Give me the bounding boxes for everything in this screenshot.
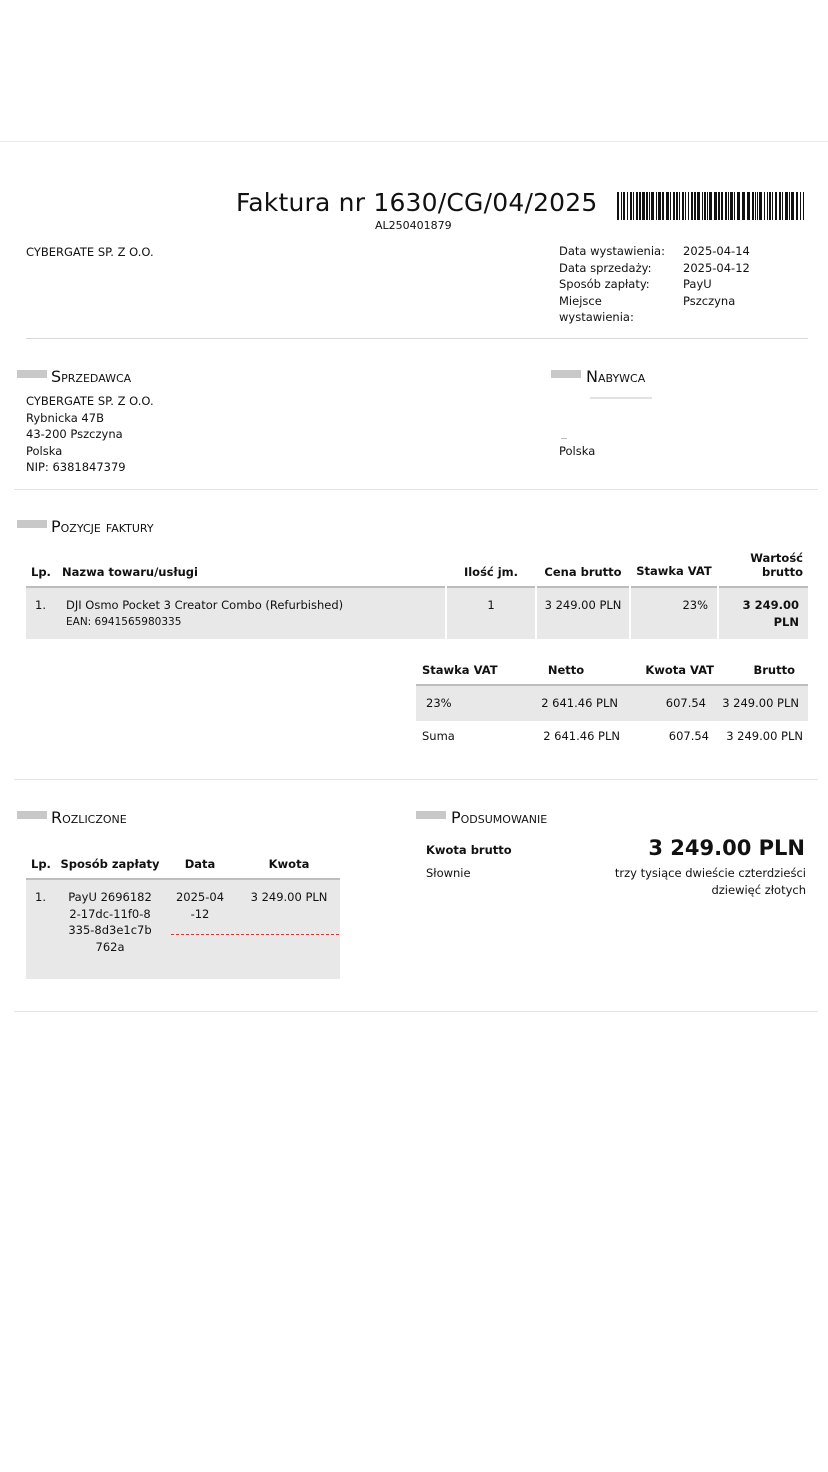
vat-summary-table bbox=[416, 659, 808, 751]
top-divider bbox=[0, 141, 828, 142]
gross-label: Kwota brutto bbox=[426, 843, 512, 857]
item-name: DJI Osmo Pocket 3 Creator Combo (Refurbished) bbox=[66, 598, 344, 612]
col-header: Netto bbox=[547, 663, 585, 677]
cell-amount: 3 249.00 PLN bbox=[250, 890, 328, 904]
cell-name bbox=[56, 587, 446, 639]
redacted-text bbox=[561, 438, 567, 439]
divider bbox=[14, 1011, 818, 1012]
meta-value: Pszczyna bbox=[683, 293, 736, 308]
col-header: Lp. bbox=[31, 565, 51, 579]
issuer-name: CYBERGATE SP. Z O.O. bbox=[26, 245, 154, 259]
table-row bbox=[416, 685, 808, 721]
meta-value: 2025-04-14 bbox=[683, 244, 750, 258]
invoice-meta bbox=[559, 243, 809, 326]
items-heading: Pozycje faktury bbox=[51, 517, 154, 536]
divider bbox=[14, 489, 818, 490]
section-marker bbox=[17, 370, 47, 378]
cell-vat: 23% bbox=[630, 587, 718, 639]
cell-gross: 3 249.00 PLN bbox=[722, 696, 799, 711]
cell-lp: 1. bbox=[35, 890, 46, 904]
cell-vat: 607.54 bbox=[665, 696, 706, 711]
invoice-title: Faktura nr 1630/CG/04/2025 bbox=[236, 188, 598, 217]
col-header: Cena brutto bbox=[544, 565, 622, 579]
seller-line: CYBERGATE SP. Z O.O. bbox=[26, 394, 154, 408]
items-header-row bbox=[26, 546, 808, 587]
meta-label: Data wystawienia: bbox=[559, 244, 665, 258]
seller-line: Rybnicka 47B bbox=[26, 410, 104, 425]
meta-label: Data sprzedaży: bbox=[559, 260, 652, 275]
col-header: Wartość brutto bbox=[750, 551, 803, 579]
meta-value: PayU bbox=[683, 277, 712, 291]
divider bbox=[14, 779, 818, 780]
col-header: Stawka VAT bbox=[636, 564, 712, 578]
summary-heading: Podsumowanie bbox=[451, 808, 548, 827]
total-vat: 607.54 bbox=[668, 728, 709, 743]
barcode-icon bbox=[617, 192, 807, 220]
cell-qty: 1 bbox=[446, 587, 536, 639]
cell-net: 2 641.46 PLN bbox=[541, 696, 618, 711]
cell-rate: 23% bbox=[426, 696, 452, 711]
col-header: Brutto bbox=[753, 663, 795, 677]
settled-heading: Rozliczone bbox=[51, 808, 127, 827]
invoice-code: AL250401879 bbox=[375, 219, 452, 232]
buyer-heading: Nabywca bbox=[586, 367, 646, 386]
settled-header-row bbox=[26, 839, 340, 879]
words-value: trzy tysiące dwieście czterdzieści dziewięć złotych bbox=[614, 866, 806, 897]
total-gross: 3 249.00 PLN bbox=[726, 728, 803, 743]
cell-price: 3 249.00 PLN bbox=[536, 587, 630, 639]
cell-lp: 1. bbox=[35, 598, 46, 612]
total-row bbox=[416, 721, 808, 751]
vat-header-row bbox=[416, 659, 808, 685]
col-header: Data bbox=[184, 856, 216, 871]
item-ean: EAN: 6941565980335 bbox=[66, 615, 182, 628]
buyer-country: Polska bbox=[559, 444, 596, 458]
items-table bbox=[26, 546, 808, 639]
table-row bbox=[26, 879, 340, 979]
divider bbox=[26, 338, 808, 339]
settled-table bbox=[26, 839, 340, 979]
section-marker bbox=[17, 811, 47, 819]
col-header: Sposób zapłaty bbox=[60, 857, 160, 871]
meta-label: Miejsce wystawienia: bbox=[559, 293, 634, 324]
section-marker bbox=[17, 520, 47, 528]
seller-line: Polska bbox=[26, 443, 63, 458]
cell-method: PayU 26961822-17dc-11f0-8335-8d3e1c7b762a bbox=[68, 890, 152, 954]
table-row bbox=[26, 587, 808, 639]
col-header: Kwota VAT bbox=[645, 663, 714, 677]
section-marker bbox=[416, 811, 446, 819]
annotation-line bbox=[171, 934, 339, 935]
redacted-text bbox=[590, 397, 652, 399]
total-net: 2 641.46 PLN bbox=[543, 728, 620, 743]
meta-label: Sposób zapłaty: bbox=[559, 277, 650, 291]
col-header: Ilość jm. bbox=[463, 565, 519, 579]
col-header: Kwota bbox=[268, 856, 310, 871]
col-header: Nazwa towaru/usługi bbox=[62, 565, 198, 579]
seller-details bbox=[26, 393, 154, 476]
seller-line: NIP: 6381847379 bbox=[26, 460, 126, 474]
total-label: Suma bbox=[422, 728, 455, 743]
seller-line: 43-200 Pszczyna bbox=[26, 427, 123, 441]
col-header: Lp. bbox=[31, 856, 51, 871]
cell-date: 2025-04-12 bbox=[175, 890, 225, 921]
cell-value: 3 249.00 PLN bbox=[718, 587, 808, 639]
meta-value: 2025-04-12 bbox=[683, 260, 750, 275]
seller-heading: Sprzedawca bbox=[51, 367, 132, 386]
words-label: Słownie bbox=[426, 866, 471, 880]
gross-value: 3 249.00 PLN bbox=[648, 836, 805, 860]
col-header: Stawka VAT bbox=[422, 663, 498, 677]
section-marker bbox=[551, 370, 581, 378]
